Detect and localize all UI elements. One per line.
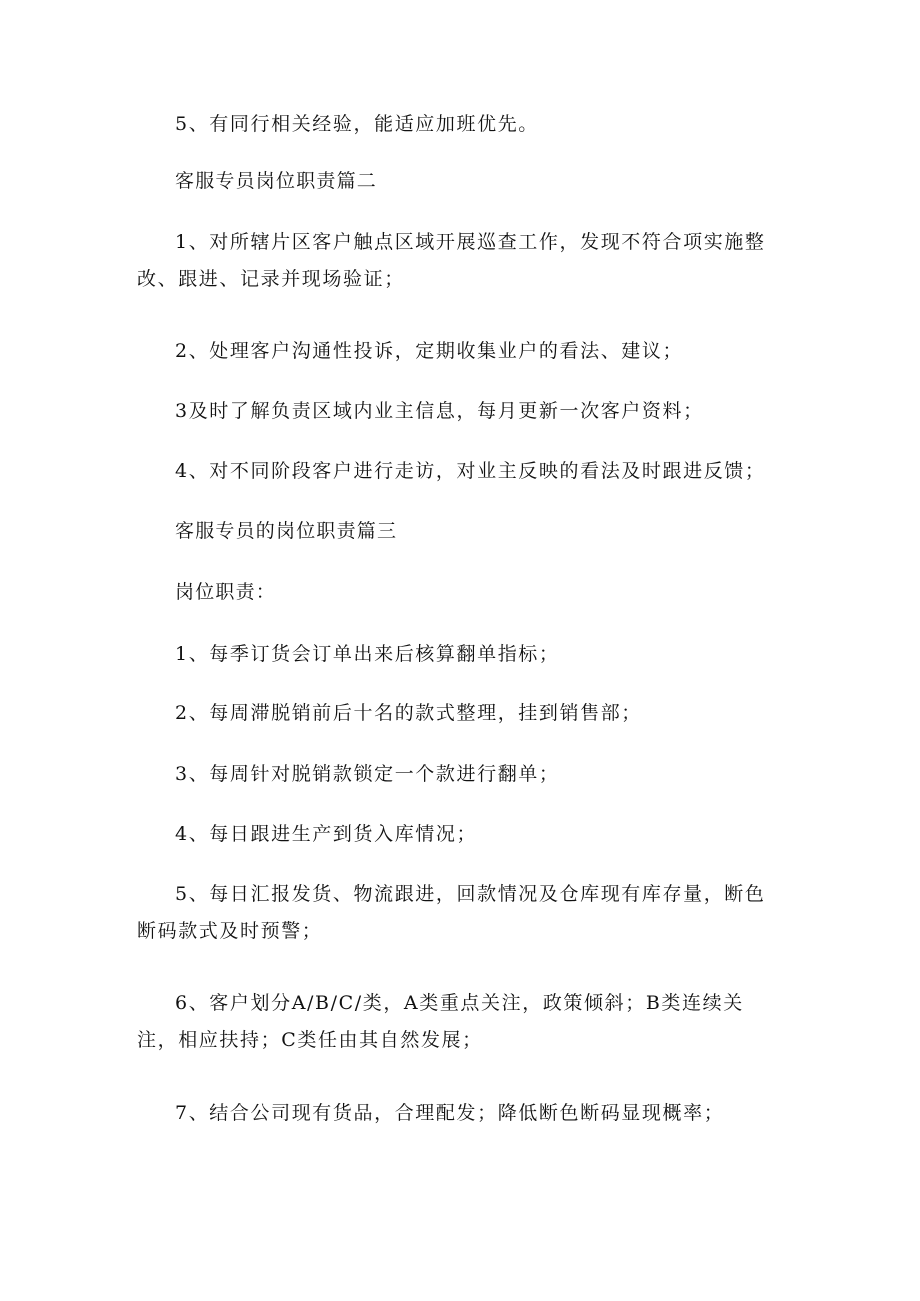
subheading-job-duties: 岗位职责： <box>175 581 277 603</box>
paragraph-item-7-distribution: 7、结合公司现有货品，合理配发；降低断色断码显现概率； <box>175 1102 725 1124</box>
paragraph-item-2-complaints: 2、处理客户沟通性投诉，定期收集业户的看法、建议； <box>175 340 684 362</box>
section-heading-part-two: 客服专员岗位职责篇二 <box>175 170 378 192</box>
paragraph-item-4-production: 4、每日跟进生产到货入库情况； <box>175 823 478 845</box>
paragraph-item-5-experience: 5、有同行相关经验，能适应加班优先。 <box>175 113 539 135</box>
paragraph-item-3-owner-info: 3及时了解负责区域内业主信息，每月更新一次客户资料； <box>175 400 704 422</box>
paragraph-item-1-inspection: 1、对所辖片区客户触点区域开展巡查工作，发现不符合项实施整改、跟进、记录并现场验证； <box>137 231 766 290</box>
section-heading-part-three: 客服专员的岗位职责篇三 <box>175 520 398 542</box>
paragraph-item-6-customer-tiers: 6、客户划分A/B/C/类，A类重点关注，政策倾斜；B类连续关注，相应扶持；C类任由其自然发展； <box>137 992 744 1051</box>
paragraph-item-2-top-ten: 2、每周滞脱销前后十名的款式整理，挂到销售部； <box>175 702 642 724</box>
paragraph-item-1-reorder: 1、每季订货会订单出来后核算翻单指标； <box>175 643 560 665</box>
paragraph-item-5-report: 5、每日汇报发货、物流跟进，回款情况及仓库现有库存量，断色断码款式及时预警； <box>137 883 766 942</box>
paragraph-item-3-lock-style: 3、每周针对脱销款锁定一个款进行翻单； <box>175 763 560 785</box>
paragraph-item-4-visits: 4、对不同阶段客户进行走访，对业主反映的看法及时跟进反馈； <box>175 460 766 482</box>
